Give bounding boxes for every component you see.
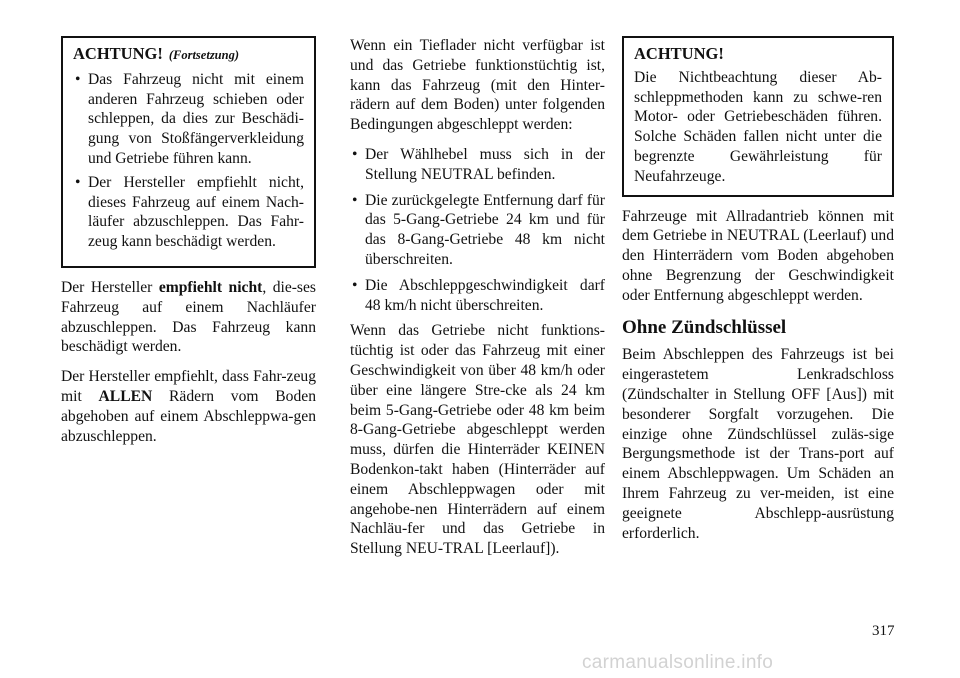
paragraph-not-recommended: Der Hersteller empfiehlt nicht, die-ses Fahrzeug auf einem Nachläufer abzuschleppen. Das Fahrzeug kann beschädigt werden. (61, 278, 316, 356)
bullet-icon: • (352, 191, 358, 209)
paragraph-awd: Fahrzeuge mit Allradantrieb können mit dem Getriebe in NEUTRAL (Leerlauf) und den Hinterrädern vom Boden abgehoben ohne Begrenzung der Geschwindigkeit oder Entfernung abgeschleppt werden. (622, 207, 894, 304)
bullet-icon: • (75, 70, 81, 88)
warning-box-continued (61, 36, 316, 268)
warning-heading (73, 44, 304, 66)
bullet-icon: • (352, 145, 358, 163)
conditions-list (350, 145, 605, 315)
page-number: 317 (872, 623, 895, 639)
condition-item: • Die zurückgelegte Entfernung darf für das 5-Gang-Getriebe 24 km und für das 8-Gang-Getriebe 48 km nicht überschreiten. (352, 191, 605, 268)
warning-text: Die Nichtbeachtung dieser Ab-schleppmethoden kann zu schwe-ren Motor- oder Getriebeschäden führen. Solche Schäden fallen nicht unter die begrenzte Gewährleistung für Neufahrzeuge. (634, 68, 882, 185)
left-column (61, 36, 316, 456)
condition-item: • Die Abschleppgeschwindigkeit darf 48 km/h nicht überschreiten. (352, 276, 605, 314)
bold-phrase: empfiehlt nicht (158, 278, 263, 296)
paragraph-recommended: Der Hersteller empfiehlt, dass Fahr-zeug mit ALLEN Rädern vom Boden abgehoben auf einem Abschleppwa-gen abzuschleppen. (61, 368, 316, 445)
paragraph-transmission: Wenn das Getriebe nicht funktions-tüchtig ist oder das Fahrzeug mit einer Geschwindigkeit von über 48 km/h oder über eine längere Stre-cke als 24 km beim 5-Gang-Getriebe oder 48 km beim 8-Gang-Getriebe abgeschleppt werden muss, dürfen die Hinterräder KEINEN Bodenkon-takt haben (Hinterräder auf einem Abschleppwagen oder mit angehobe-nen Hinterrädern auf einem Nachläu-fer und das Getriebe in Stellung NEU-TRAL [Leerlauf]). (350, 322, 605, 558)
bold-phrase: ALLEN (98, 387, 153, 405)
warning-subtitle: (Fortsetzung) (168, 48, 239, 62)
warning-title: ACHTUNG! (73, 44, 163, 63)
bullet-icon: • (352, 276, 358, 294)
right-column (622, 36, 894, 553)
condition-item: • Der Wählhebel muss sich in der Stellung NEUTRAL befinden. (352, 145, 605, 183)
warning-item: • Der Hersteller empfiehlt nicht, dieses Fahrzeug auf einem Nach-läufer abzuschleppen. Das Fahr-zeug kann beschädigt werden. (75, 173, 304, 251)
middle-column (350, 36, 605, 569)
warning-item: • Das Fahrzeug nicht mit einem anderen Fahrzeug schieben oder schleppen, da dies zur Beschädi-gung von Stoßfängerverkleidung und Getriebe führen kann. (75, 70, 304, 167)
paragraph-no-key: Beim Abschleppen des Fahrzeugs ist bei eingerastetem Lenkradschloss (Zündschalter in Stellung OFF [Aus]) mit besonderer Sorgfalt vorzugehen. Die einzige ohne Zündschlüssel zuläs-sige Bergungsmethode ist der Trans-port auf einem Abschleppwagen. Um Schäden an Ihrem Fahrzeug zu ver-meiden, ist eine geeignete Abschlepp-ausrüstung erforderlich. (622, 346, 894, 542)
warning-box (622, 36, 894, 197)
paragraph-intro: Wenn ein Tieflader nicht verfügbar ist und das Getriebe funktionstüchtig ist, kann das Fahrzeug (mit den Hinter-rädern auf dem Boden) unter folgenden Bedingungen abgeschleppt werden: (350, 37, 605, 134)
bullet-icon: • (75, 173, 81, 191)
section-heading: Ohne Zündschlüssel (622, 316, 787, 338)
warning-list (73, 70, 304, 252)
warning-title: ACHTUNG! (634, 44, 724, 63)
watermark: carmanualsonline.info (582, 652, 774, 673)
